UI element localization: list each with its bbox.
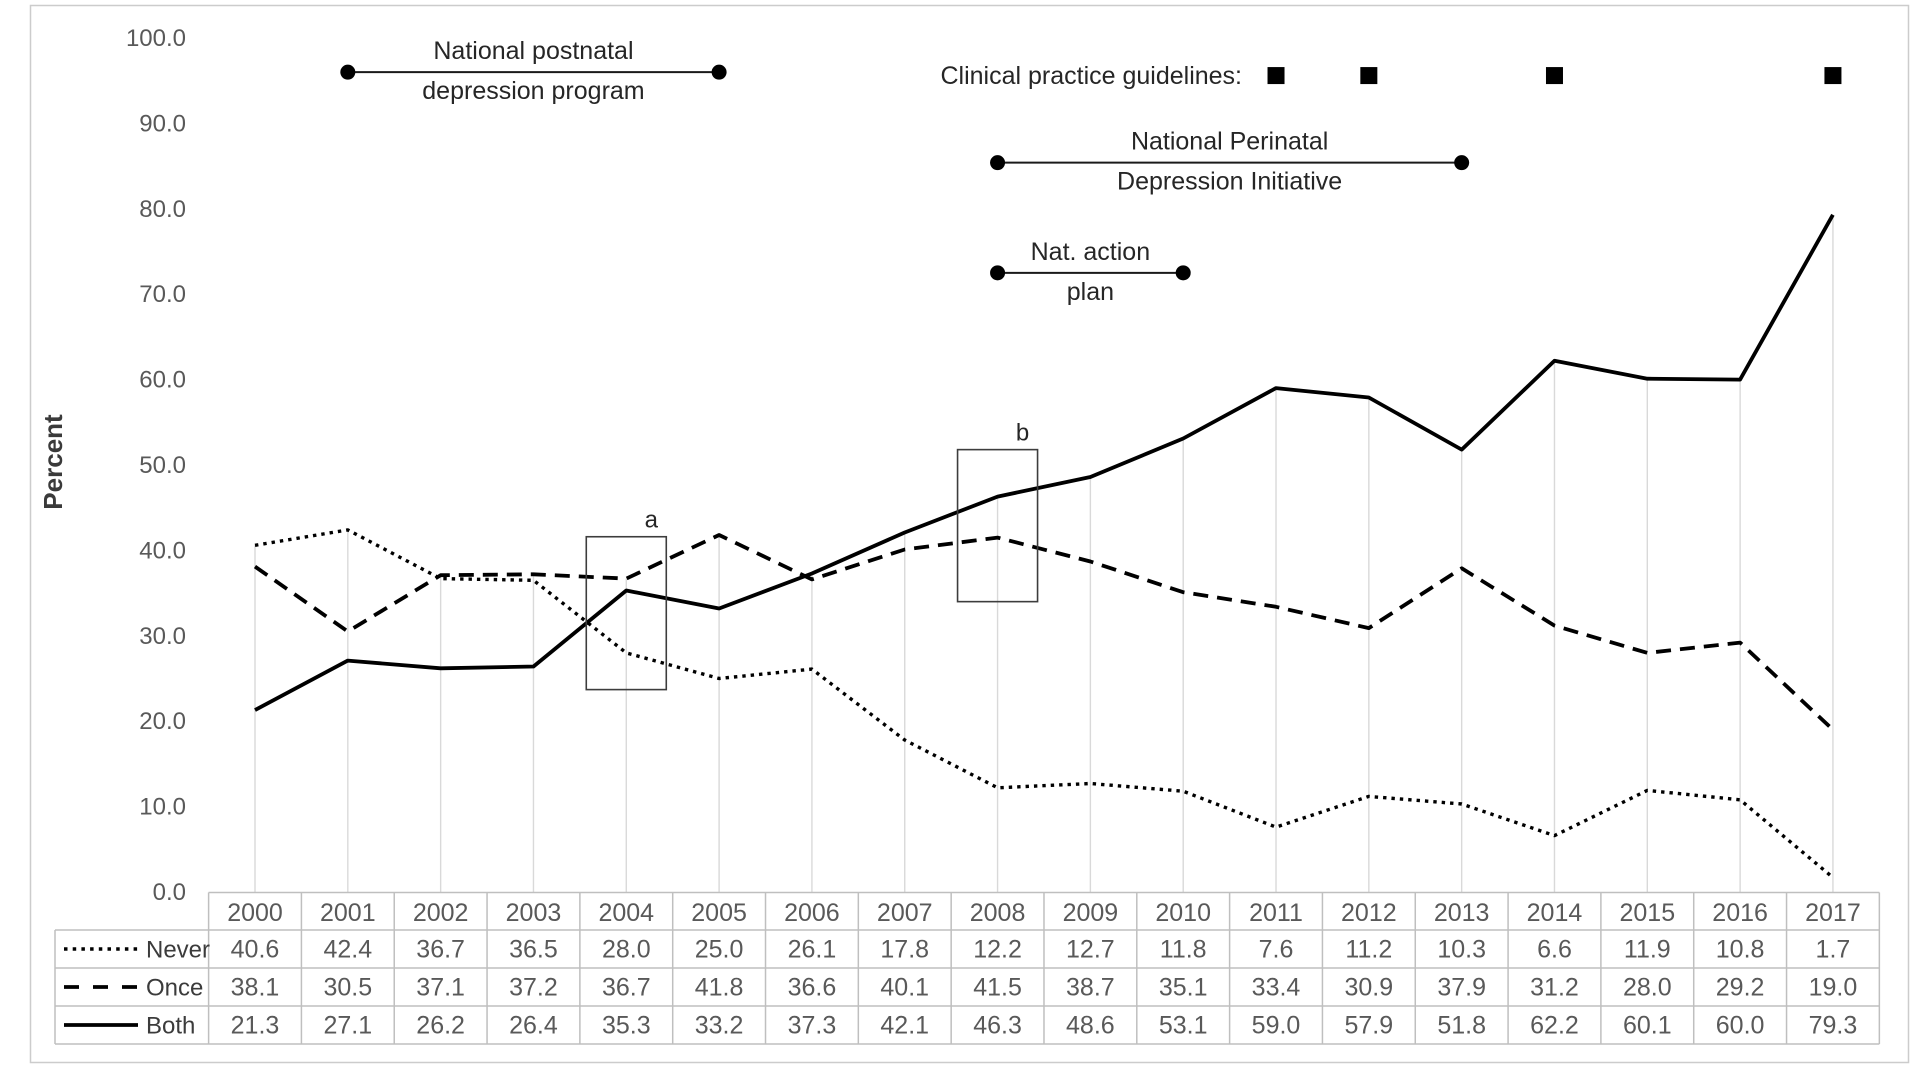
table-cell-value: 35.3 (601, 1011, 651, 1040)
table-cell-value: 28.0 (1622, 973, 1672, 1002)
table-year-header: 2002 (412, 899, 469, 927)
table-cell-value: 38.1 (230, 973, 280, 1002)
guideline-square-icon (1824, 67, 1841, 84)
table-cell-value: 41.8 (694, 973, 744, 1002)
table-cell-value: 37.9 (1437, 973, 1486, 1002)
table-cell-value: 48.6 (1066, 1011, 1115, 1040)
y-axis-tick-label: 80.0 (139, 195, 186, 223)
table-cell-value: 30.9 (1344, 973, 1394, 1002)
table-cell-value: 36.7 (601, 973, 651, 1002)
y-axis-title: Percent (38, 414, 68, 510)
annotation-label-line1: National Perinatal (1130, 127, 1329, 156)
table-year-header: 2006 (784, 899, 840, 927)
table-cell-value: 10.3 (1437, 935, 1486, 964)
table-year-header: 2012 (1341, 899, 1397, 927)
table-year-header: 2011 (1249, 899, 1303, 927)
annotation-label-line2: Depression Initiative (1117, 167, 1343, 196)
annotation-label-line1: Nat. action (1030, 237, 1151, 266)
table-year-header: 2015 (1619, 899, 1676, 927)
table-cell-value: 10.8 (1715, 935, 1765, 964)
y-axis-tick-label: 50.0 (139, 452, 186, 479)
table-cell-value: 62.2 (1530, 1011, 1579, 1040)
table-year-header: 2003 (505, 899, 562, 927)
table-cell-value: 11.8 (1159, 935, 1207, 964)
table-cell-value: 26.2 (416, 1011, 465, 1040)
table-cell-value: 29.2 (1715, 973, 1765, 1002)
table-cell-value: 19.0 (1808, 973, 1858, 1002)
table-year-header: 2016 (1712, 899, 1768, 927)
y-axis-tick-label: 30.0 (139, 622, 186, 650)
table-year-header: 2014 (1526, 899, 1583, 927)
table-cell-value: 40.6 (230, 935, 280, 964)
table-year-header: 2008 (969, 899, 1026, 927)
table-cell-value: 6.6 (1537, 935, 1572, 964)
table-year-header: 2010 (1155, 899, 1212, 927)
table-cell-value: 12.7 (1066, 935, 1115, 964)
y-axis-tick-label: 0.0 (152, 879, 186, 906)
table-year-header: 2004 (598, 899, 655, 927)
table-year-header: 2017 (1805, 899, 1861, 927)
annotation-point-markers-label: Clinical practice guidelines: (940, 62, 1243, 91)
legend-series-name: Both (146, 1012, 196, 1040)
table-cell-value: 33.4 (1251, 973, 1301, 1002)
table-cell-value: 57.9 (1344, 1011, 1394, 1040)
table-cell-value: 25.0 (694, 935, 744, 964)
table-cell-value: 36.7 (416, 935, 465, 964)
y-axis-tick-label: 70.0 (139, 281, 186, 309)
table-cell-value: 53.1 (1158, 1011, 1208, 1040)
annotation-label-line2: plan (1066, 277, 1115, 306)
table-cell-value: 42.4 (323, 935, 373, 964)
table-cell-value: 60.1 (1622, 1011, 1672, 1040)
guideline-square-icon (1360, 67, 1377, 84)
table-cell-value: 60.0 (1715, 1011, 1765, 1040)
legend-series-name: Once (146, 974, 204, 1002)
table-cell-value: 27.1 (323, 1011, 373, 1040)
table-cell-value: 79.3 (1808, 1011, 1858, 1040)
y-axis-tick-label: 60.0 (139, 366, 186, 394)
table-cell-value: 7.6 (1258, 935, 1294, 964)
table-year-header: 2013 (1433, 899, 1490, 927)
table-year-header: 2005 (691, 899, 747, 927)
y-axis-tick-label: 20.0 (139, 708, 186, 736)
annotation-endpoint-dot-icon (990, 155, 1005, 170)
table-cell-value: 1.7 (1815, 935, 1851, 964)
table-cell-value: 17.8 (880, 935, 930, 964)
table-cell-value: 11.2 (1345, 935, 1393, 964)
table-cell-value: 46.3 (973, 1011, 1022, 1040)
table-cell-value: 21.3 (230, 1011, 280, 1040)
table-cell-value: 30.5 (323, 973, 373, 1002)
table-cell-value: 41.5 (973, 973, 1022, 1002)
table-year-header: 2000 (227, 899, 283, 927)
table-cell-value: 36.5 (509, 935, 558, 964)
table-cell-value: 37.3 (787, 1011, 837, 1040)
table-cell-value: 11.9 (1623, 935, 1671, 964)
table-cell-value: 26.4 (509, 1011, 558, 1040)
table-cell-value: 35.1 (1158, 973, 1208, 1002)
annotation-label-line1: National postnatal (433, 37, 634, 66)
annotation-endpoint-dot-icon (340, 65, 355, 80)
table-cell-value: 40.1 (880, 973, 930, 1002)
table-cell-value: 38.7 (1066, 973, 1115, 1002)
highlight-box-label: b (1015, 419, 1030, 447)
table-cell-value: 51.8 (1437, 1011, 1486, 1040)
table-cell-value: 26.1 (787, 935, 837, 964)
table-cell-value: 37.2 (509, 973, 558, 1002)
table-cell-value: 12.2 (973, 935, 1022, 964)
annotation-endpoint-dot-icon (712, 65, 727, 80)
guideline-square-icon (1546, 67, 1563, 84)
table-year-header: 2009 (1062, 899, 1119, 927)
guideline-square-icon (1268, 67, 1285, 84)
table-cell-value: 42.1 (880, 1011, 930, 1040)
legend-series-name: Never (146, 936, 211, 964)
y-axis-tick-label: 10.0 (139, 793, 186, 821)
y-axis-tick-label: 100.0 (125, 25, 186, 52)
annotation-endpoint-dot-icon (1454, 155, 1469, 170)
y-axis-tick-label: 40.0 (139, 537, 186, 565)
table-cell-value: 59.0 (1251, 1011, 1301, 1040)
annotation-endpoint-dot-icon (1176, 265, 1191, 280)
table-cell-value: 31.2 (1530, 973, 1579, 1002)
table-cell-value: 37.1 (416, 973, 465, 1002)
table-year-header: 2007 (876, 899, 933, 927)
y-axis-tick-label: 90.0 (139, 110, 186, 138)
highlight-box-label: a (644, 506, 658, 534)
table-year-header: 2001 (320, 899, 376, 927)
table-cell-value: 33.2 (694, 1011, 744, 1040)
annotation-endpoint-dot-icon (990, 265, 1005, 280)
table-cell-value: 28.0 (601, 935, 651, 964)
annotation-label-line2: depression program (422, 77, 645, 106)
table-cell-value: 36.6 (787, 973, 837, 1002)
